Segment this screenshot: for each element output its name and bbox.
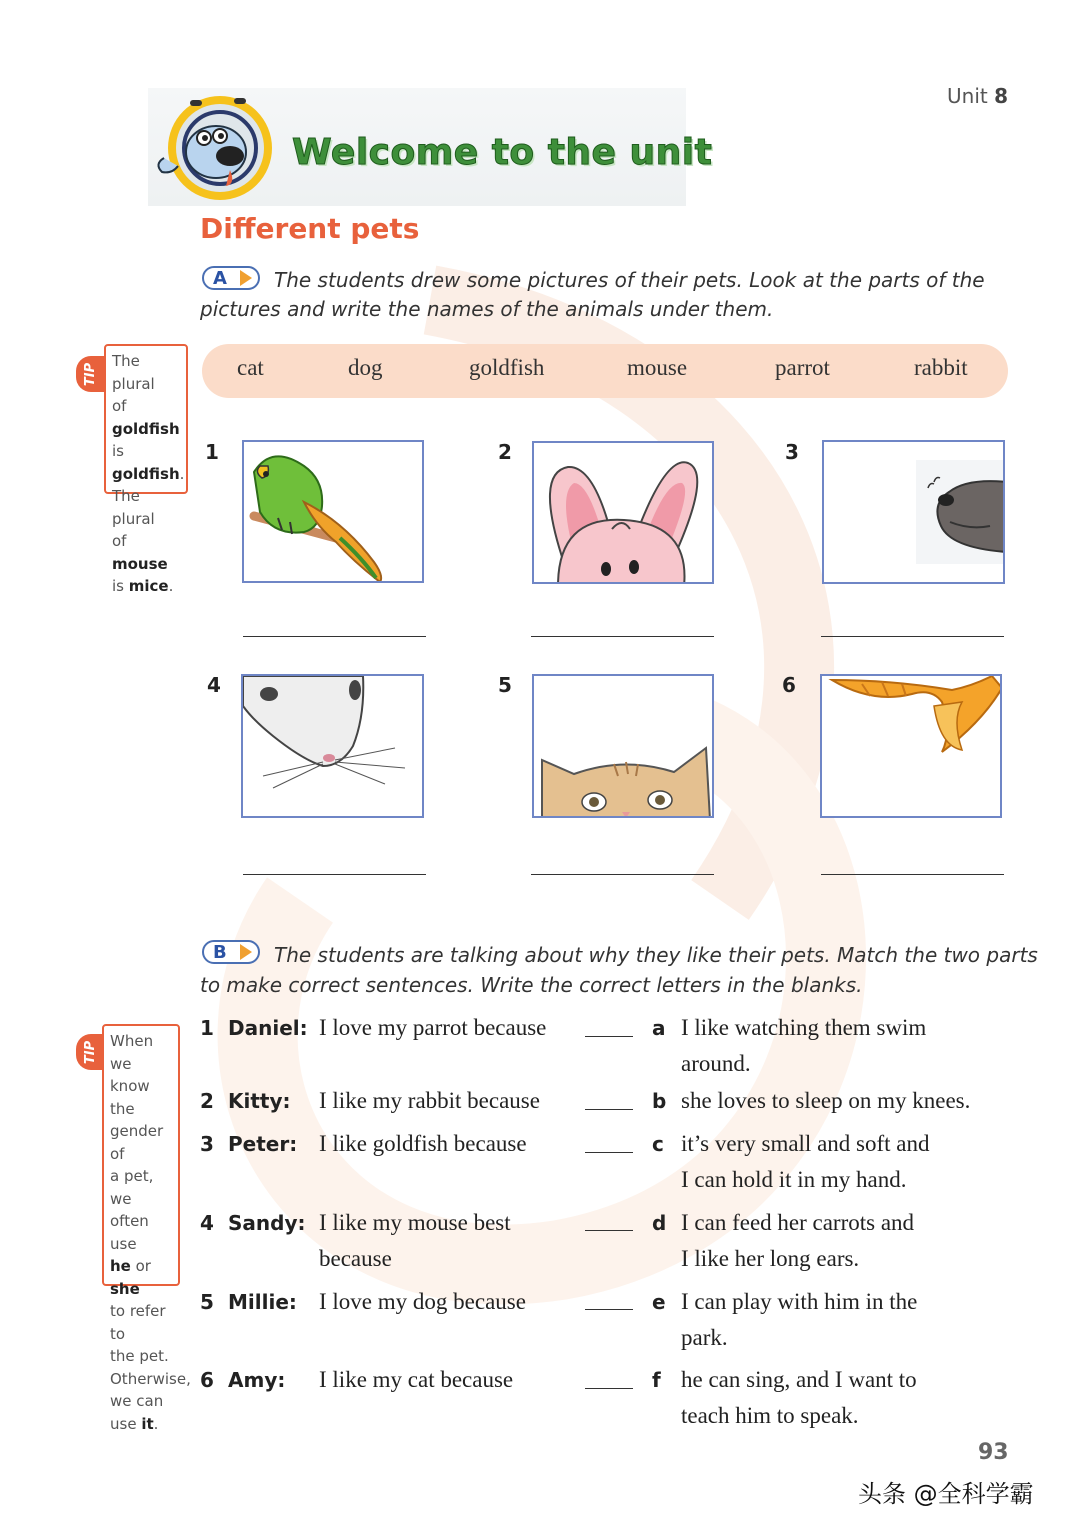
option-text: I like watching them swim [681, 1015, 927, 1040]
speaker-name: Daniel: [228, 1016, 308, 1040]
tip-line [112, 440, 186, 485]
picture-frame-4 [241, 674, 424, 818]
tip-keyword: he [110, 1257, 131, 1275]
tip-text: Otherwise, [110, 1369, 191, 1388]
tip-keyword: goldfish [112, 419, 180, 438]
dog-picture-icon [824, 442, 1005, 584]
speaker-name: Sandy: [228, 1211, 306, 1235]
match-blank[interactable] [585, 1152, 633, 1153]
sentence-number: 2 [200, 1089, 214, 1113]
tip-line [110, 1390, 178, 1413]
picture-frame-1 [242, 440, 424, 583]
speaker-name: Millie: [228, 1290, 297, 1314]
answer-line-1[interactable] [243, 636, 426, 637]
tip-line [110, 1165, 178, 1210]
sentence-number: 5 [200, 1290, 214, 1314]
sentence-number: 1 [200, 1016, 214, 1040]
tip-line [110, 1300, 178, 1345]
answer-line-6[interactable] [821, 874, 1004, 875]
option-text: he can sing, and I want to [681, 1367, 917, 1392]
word-goldfish: goldfish [469, 355, 545, 380]
match-blank[interactable] [585, 1309, 633, 1310]
option-letter: b [652, 1089, 667, 1113]
part-b-instruction-line2: to make correct sentences. Write the correct letters in the blanks. [200, 973, 863, 997]
option-letter: d [652, 1211, 667, 1235]
page-number: 93 [978, 1440, 1009, 1465]
tip-text: When we [110, 1032, 154, 1073]
picture-frame-5 [532, 674, 714, 818]
picture-number-1: 1 [205, 440, 219, 464]
option-text-cont: around. [681, 1051, 751, 1076]
tip-text: gender of [110, 1122, 164, 1163]
picture-number-6: 6 [782, 673, 796, 697]
tip-box-1 [104, 344, 188, 595]
option-letter: f [652, 1368, 661, 1392]
sentence-number: 3 [200, 1132, 214, 1156]
option-text: I can play with him in the [681, 1289, 918, 1314]
tip-text: or [130, 1257, 151, 1275]
section-title: Different pets [200, 212, 420, 245]
tip-text: know the [110, 1077, 150, 1118]
option-letter: a [652, 1016, 666, 1040]
tip-tab-1: TIP [76, 356, 106, 392]
match-blank[interactable] [585, 1036, 633, 1037]
part-a-instruction-line2: pictures and write the names of the animals under them. [200, 297, 774, 321]
option-text: I can feed her carrots and [681, 1210, 915, 1235]
option-text: it’s very small and soft and [681, 1131, 930, 1156]
tip-line [110, 1368, 191, 1391]
watermark: 头条 @全科学霸 [858, 1480, 1034, 1508]
tip-text: we can [110, 1392, 164, 1410]
option-text-cont: teach him to speak. [681, 1403, 859, 1428]
tip-line [110, 1345, 178, 1368]
play-arrow-icon [240, 270, 252, 286]
tip-text: The plural [112, 352, 155, 393]
sentence-start: I love my parrot because [319, 1015, 547, 1040]
option-text-cont: park. [681, 1325, 728, 1350]
tip-text: use [110, 1414, 142, 1433]
answer-line-4[interactable] [243, 874, 426, 875]
word-cat: cat [237, 355, 264, 380]
goldfish-picture-icon [822, 676, 1002, 818]
picture-number-4: 4 [207, 673, 221, 697]
picture-number-2: 2 [498, 440, 512, 464]
tip-text: . [153, 1414, 159, 1433]
word-rabbit: rabbit [914, 355, 968, 380]
tip-keyword: goldfish [112, 464, 180, 483]
tip-text: is [112, 577, 129, 595]
match-blank[interactable] [585, 1230, 633, 1231]
answer-line-5[interactable] [531, 874, 714, 875]
rabbit-picture-icon [534, 443, 714, 584]
option-text-cont: I like her long ears. [681, 1246, 860, 1271]
option-text: she loves to sleep on my knees. [681, 1088, 971, 1113]
speaker-name: Kitty: [228, 1089, 291, 1113]
picture-number-5: 5 [498, 673, 512, 697]
picture-number-3: 3 [785, 440, 799, 464]
tip-text: The plural [112, 487, 155, 528]
cat-picture-icon [534, 676, 714, 818]
tip-text: of [112, 532, 127, 550]
unit-label: Unit 8 [947, 84, 1008, 108]
sentence-start: I like goldfish because [319, 1131, 527, 1156]
tip-line [112, 350, 186, 395]
tip-line [110, 1030, 178, 1075]
parrot-picture-icon [244, 442, 424, 583]
sentence-start-cont: because [319, 1246, 392, 1271]
tip-text: . [168, 577, 174, 595]
tip-line [110, 1210, 178, 1255]
tip-line [112, 530, 186, 575]
match-blank[interactable] [585, 1109, 633, 1110]
tip-text: a pet, we [110, 1167, 154, 1208]
tip-tab-2: TIP [76, 1034, 106, 1070]
tip-text: often use [110, 1212, 149, 1253]
sentence-number: 4 [200, 1211, 214, 1235]
tip-line [112, 485, 186, 530]
tip-text: of [112, 397, 127, 415]
mouse-picture-icon [243, 676, 424, 818]
sentence-start: I like my mouse best [319, 1210, 511, 1235]
speaker-name: Amy: [228, 1368, 286, 1392]
tip-text: . [179, 464, 185, 483]
tip-keyword: she [110, 1279, 140, 1298]
part-a-badge: A [202, 266, 260, 290]
option-text-cont: I can hold it in my hand. [681, 1167, 907, 1192]
play-arrow-icon [240, 944, 252, 960]
option-letter: c [652, 1132, 664, 1156]
tip-text: the pet. [110, 1347, 169, 1365]
tip-text: to refer to [110, 1302, 166, 1343]
word-bank [202, 344, 1008, 398]
tip-line [112, 395, 186, 440]
banner-title: Welcome to the unit [292, 132, 713, 173]
answer-line-3[interactable] [821, 636, 1004, 637]
word-mouse: mouse [627, 355, 688, 380]
sentence-start: I love my dog because [319, 1289, 526, 1314]
match-blank[interactable] [585, 1388, 633, 1389]
option-letter: e [652, 1290, 666, 1314]
speaker-name: Peter: [228, 1132, 298, 1156]
tip-text: is [112, 442, 124, 460]
tip-line [110, 1120, 178, 1165]
sentence-start: I like my rabbit because [319, 1088, 540, 1113]
word-parrot: parrot [775, 355, 830, 380]
picture-frame-3 [822, 440, 1005, 584]
part-a-instruction-line1: The students drew some pictures of their pets. Look at the parts of the [274, 268, 985, 292]
tip-line [112, 575, 186, 598]
sentence-number: 6 [200, 1368, 214, 1392]
part-b-badge: B [202, 940, 260, 964]
answer-line-2[interactable] [531, 636, 714, 637]
tip-box-2 [102, 1024, 191, 1433]
tip-line [110, 1413, 178, 1436]
sentence-start: I like my cat because [319, 1367, 514, 1392]
tip-line [110, 1075, 178, 1120]
dog-mascot-icon [150, 90, 280, 206]
tip-keyword: mouse [112, 554, 168, 573]
picture-frame-6 [820, 674, 1002, 818]
tip-keyword: it [141, 1414, 154, 1433]
part-b-instruction-line1: The students are talking about why they like their pets. Match the two parts [274, 943, 1038, 967]
tip-keyword: mice [128, 577, 169, 595]
word-dog: dog [348, 355, 383, 380]
picture-frame-2 [532, 441, 714, 584]
tip-line [110, 1255, 178, 1300]
